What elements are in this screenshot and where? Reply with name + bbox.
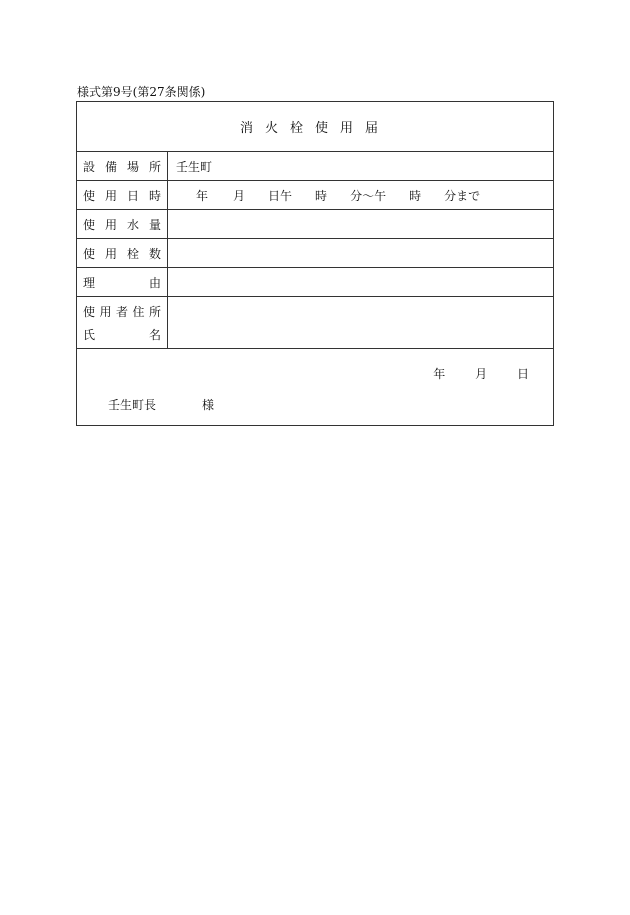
submission-date[interactable]	[407, 365, 529, 382]
label-char: 由	[148, 275, 161, 290]
label-char: 使	[83, 188, 96, 203]
field-usage-datetime[interactable]	[168, 181, 553, 209]
addressee	[108, 396, 214, 413]
addressee-name: 壬生町長	[108, 398, 157, 412]
label-char: 氏	[83, 327, 96, 342]
label-char: 名	[148, 327, 161, 342]
date-year: 年	[433, 367, 446, 381]
label-hydrant-count	[77, 239, 168, 267]
row-reason	[77, 268, 553, 297]
label-char: 水	[126, 217, 139, 232]
label-user-address	[83, 303, 161, 320]
label-char: 理	[83, 275, 96, 290]
hydrant-usage-form	[76, 101, 554, 426]
row-facility-location	[77, 152, 553, 181]
form-footer	[77, 349, 553, 425]
date-month: 月	[475, 367, 488, 381]
label-char: 用	[104, 217, 117, 232]
dt-month: 月	[233, 188, 246, 203]
label-char: 住	[132, 304, 145, 319]
label-char: 用	[99, 304, 112, 319]
label-char: 時	[148, 188, 161, 203]
label-char: 日	[126, 188, 139, 203]
date-day: 日	[516, 367, 529, 381]
label-char: 所	[148, 159, 161, 174]
label-reason	[77, 268, 168, 296]
label-char: 備	[104, 159, 117, 174]
label-char: 者	[115, 304, 128, 319]
label-user-name	[83, 326, 161, 343]
field-facility-location[interactable]: 壬生町	[176, 159, 213, 174]
dt-hour-end: 時	[409, 188, 422, 203]
field-water-amount[interactable]	[168, 210, 553, 238]
label-char: 使	[83, 217, 96, 232]
field-reason[interactable]	[168, 268, 553, 296]
label-char: 場	[126, 159, 139, 174]
row-user-address-name	[77, 297, 553, 349]
label-char: 使	[83, 304, 96, 319]
form-title: 消火栓使用届	[77, 102, 553, 152]
dt-year: 年	[196, 188, 209, 203]
dt-minute-end: 分まで	[444, 188, 481, 203]
label-user-address-name	[77, 297, 168, 348]
label-char: 所	[148, 304, 161, 319]
row-usage-datetime	[77, 181, 553, 210]
label-usage-datetime	[77, 181, 168, 209]
label-char: 栓	[126, 246, 139, 261]
label-char: 数	[148, 246, 161, 261]
label-char: 使	[83, 246, 96, 261]
label-char: 用	[104, 188, 117, 203]
label-char: 量	[148, 217, 161, 232]
form-number-label: 様式第9号(第27条関係)	[77, 85, 206, 99]
honorific: 様	[202, 398, 215, 412]
label-water-amount	[77, 210, 168, 238]
dt-day-am-pm: 日午	[268, 188, 293, 203]
dt-minute-to: 分〜午	[350, 188, 387, 203]
field-user-address-name[interactable]	[168, 297, 553, 348]
row-hydrant-count	[77, 239, 553, 268]
dt-hour: 時	[315, 188, 328, 203]
row-water-amount	[77, 210, 553, 239]
label-facility-location	[77, 152, 168, 180]
field-hydrant-count[interactable]	[168, 239, 553, 267]
label-char: 用	[104, 246, 117, 261]
label-char: 設	[83, 159, 96, 174]
